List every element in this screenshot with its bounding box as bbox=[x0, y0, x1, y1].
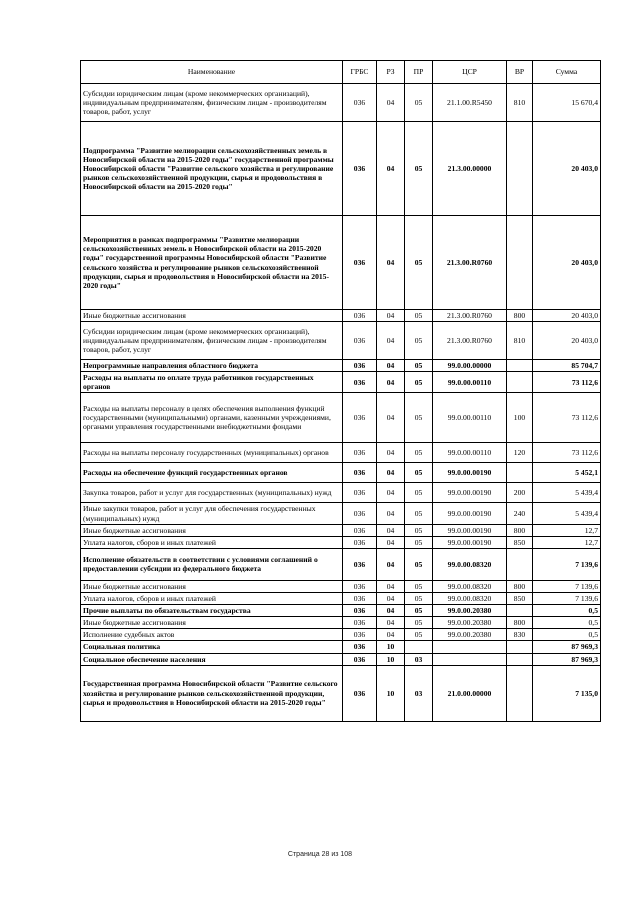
table-row bbox=[81, 653, 601, 665]
cell-sum: 7 139,6 bbox=[533, 580, 601, 592]
cell-csr: 99.0.00.00110 bbox=[433, 443, 507, 463]
cell-vr: 800 bbox=[507, 617, 533, 629]
cell-pr: 05 bbox=[405, 393, 433, 443]
cell-sum: 20 403,0 bbox=[533, 122, 601, 216]
cell-name: Социальное обеспечение населения bbox=[81, 653, 343, 665]
table-row bbox=[81, 463, 601, 483]
page-number: Страница 28 из 108 bbox=[287, 851, 353, 858]
cell-pr: 05 bbox=[405, 629, 433, 641]
cell-grbs: 036 bbox=[343, 322, 377, 360]
cell-sum: 15 670,4 bbox=[533, 84, 601, 122]
table-row bbox=[81, 592, 601, 604]
cell-csr: 99.0.00.00190 bbox=[433, 536, 507, 548]
cell-pr: 05 bbox=[405, 322, 433, 360]
cell-pr: 05 bbox=[405, 605, 433, 617]
cell-vr bbox=[507, 122, 533, 216]
cell-name: Расходы на обеспечение функций государственных органов bbox=[81, 463, 343, 483]
cell-vr bbox=[507, 216, 533, 310]
cell-vr: 810 bbox=[507, 84, 533, 122]
cell-vr bbox=[507, 360, 533, 372]
cell-sum: 7 135,0 bbox=[533, 665, 601, 721]
cell-grbs: 036 bbox=[343, 653, 377, 665]
cell-rz: 10 bbox=[377, 641, 405, 653]
cell-name: Прочие выплаты по обязательствам государства bbox=[81, 605, 343, 617]
budget-table bbox=[80, 60, 601, 722]
table-row bbox=[81, 322, 601, 360]
cell-sum: 85 704,7 bbox=[533, 360, 601, 372]
cell-rz: 04 bbox=[377, 483, 405, 503]
cell-name: Исполнение судебных актов bbox=[81, 629, 343, 641]
cell-grbs: 036 bbox=[343, 548, 377, 580]
cell-sum: 7 139,6 bbox=[533, 592, 601, 604]
cell-grbs: 036 bbox=[343, 310, 377, 322]
cell-csr: 99.0.00.20380 bbox=[433, 605, 507, 617]
cell-name: Мероприятия в рамках подпрограммы "Развитие мелиорации сельскохозяйственных земель в Новосибирской области на 2015-2020 годы" государственной программы Новосибирской области "Развитие сельского хозяйства и регулирование рынков сельскохозяйственной продукции, сырья и продовольствия в Новосибирской области на 2015-2020 годы" bbox=[81, 216, 343, 310]
cell-pr: 05 bbox=[405, 592, 433, 604]
cell-pr: 05 bbox=[405, 372, 433, 393]
cell-pr: 05 bbox=[405, 463, 433, 483]
header-grbs: ГРБС bbox=[343, 61, 377, 84]
cell-csr bbox=[433, 641, 507, 653]
cell-sum: 73 112,6 bbox=[533, 443, 601, 463]
table-row bbox=[81, 360, 601, 372]
cell-csr: 99.0.00.00190 bbox=[433, 524, 507, 536]
cell-grbs: 036 bbox=[343, 483, 377, 503]
cell-csr: 99.0.00.08320 bbox=[433, 548, 507, 580]
cell-vr: 800 bbox=[507, 524, 533, 536]
cell-rz: 04 bbox=[377, 503, 405, 524]
cell-pr: 05 bbox=[405, 122, 433, 216]
cell-rz: 04 bbox=[377, 463, 405, 483]
table-row bbox=[81, 483, 601, 503]
cell-name: Социальная политика bbox=[81, 641, 343, 653]
cell-rz: 04 bbox=[377, 629, 405, 641]
table-row bbox=[81, 503, 601, 524]
cell-csr: 99.0.00.00110 bbox=[433, 393, 507, 443]
cell-name: Уплата налогов, сборов и иных платежей bbox=[81, 536, 343, 548]
cell-pr: 05 bbox=[405, 443, 433, 463]
cell-csr: 99.0.00.20380 bbox=[433, 629, 507, 641]
table-row bbox=[81, 605, 601, 617]
table-row bbox=[81, 617, 601, 629]
cell-grbs: 036 bbox=[343, 503, 377, 524]
header-name: Наименование bbox=[81, 61, 343, 84]
cell-grbs: 036 bbox=[343, 629, 377, 641]
cell-csr: 21.3.00.R0760 bbox=[433, 310, 507, 322]
table-row bbox=[81, 393, 601, 443]
table-row bbox=[81, 372, 601, 393]
cell-csr bbox=[433, 653, 507, 665]
cell-sum: 7 139,6 bbox=[533, 548, 601, 580]
cell-grbs: 036 bbox=[343, 463, 377, 483]
cell-vr: 800 bbox=[507, 580, 533, 592]
table-row bbox=[81, 310, 601, 322]
cell-rz: 04 bbox=[377, 322, 405, 360]
cell-sum: 87 969,3 bbox=[533, 653, 601, 665]
cell-name: Расходы на выплаты персоналу государственных (муниципальных) органов bbox=[81, 443, 343, 463]
cell-grbs: 036 bbox=[343, 360, 377, 372]
cell-rz: 04 bbox=[377, 605, 405, 617]
cell-pr: 05 bbox=[405, 580, 433, 592]
cell-pr: 05 bbox=[405, 548, 433, 580]
table-row bbox=[81, 216, 601, 310]
cell-csr: 99.0.00.08320 bbox=[433, 592, 507, 604]
cell-rz: 04 bbox=[377, 617, 405, 629]
cell-vr bbox=[507, 463, 533, 483]
cell-vr: 850 bbox=[507, 592, 533, 604]
cell-csr: 99.0.00.00000 bbox=[433, 360, 507, 372]
cell-name: Иные закупки товаров, работ и услуг для обеспечения государственных (муниципальных) нужд bbox=[81, 503, 343, 524]
cell-vr bbox=[507, 665, 533, 721]
cell-grbs: 036 bbox=[343, 580, 377, 592]
cell-rz: 04 bbox=[377, 310, 405, 322]
cell-name: Иные бюджетные ассигнования bbox=[81, 617, 343, 629]
table-row bbox=[81, 122, 601, 216]
cell-grbs: 036 bbox=[343, 216, 377, 310]
cell-name: Расходы на выплаты персоналу в целях обеспечения выполнения функций государственными (муниципальными) органами, казенными учреждениями, органами управления государственными внебюджетными фондами bbox=[81, 393, 343, 443]
cell-rz: 04 bbox=[377, 216, 405, 310]
cell-csr: 99.0.00.00190 bbox=[433, 503, 507, 524]
cell-grbs: 036 bbox=[343, 524, 377, 536]
cell-grbs: 036 bbox=[343, 372, 377, 393]
cell-rz: 04 bbox=[377, 393, 405, 443]
cell-pr: 05 bbox=[405, 360, 433, 372]
table-row bbox=[81, 443, 601, 463]
cell-rz: 04 bbox=[377, 84, 405, 122]
table-row bbox=[81, 536, 601, 548]
cell-sum: 20 403,0 bbox=[533, 216, 601, 310]
cell-vr bbox=[507, 653, 533, 665]
cell-sum: 5 452,1 bbox=[533, 463, 601, 483]
cell-rz: 04 bbox=[377, 360, 405, 372]
cell-sum: 73 112,6 bbox=[533, 372, 601, 393]
cell-rz: 04 bbox=[377, 536, 405, 548]
table-header-row bbox=[81, 61, 601, 84]
cell-rz: 04 bbox=[377, 443, 405, 463]
cell-name: Субсидии юридическим лицам (кроме некоммерческих организаций), индивидуальным предпринимателям, физическим лицам - производителям товаров, работ, услуг bbox=[81, 322, 343, 360]
cell-name: Закупка товаров, работ и услуг для государственных (муниципальных) нужд bbox=[81, 483, 343, 503]
cell-pr: 05 bbox=[405, 483, 433, 503]
cell-vr bbox=[507, 372, 533, 393]
cell-pr: 05 bbox=[405, 503, 433, 524]
cell-sum: 0,5 bbox=[533, 617, 601, 629]
cell-name: Иные бюджетные ассигнования bbox=[81, 310, 343, 322]
header-vr: ВР bbox=[507, 61, 533, 84]
cell-pr: 05 bbox=[405, 216, 433, 310]
cell-rz: 10 bbox=[377, 665, 405, 721]
cell-csr: 99.0.00.00190 bbox=[433, 483, 507, 503]
cell-pr: 05 bbox=[405, 524, 433, 536]
cell-sum: 20 403,0 bbox=[533, 310, 601, 322]
cell-name: Иные бюджетные ассигнования bbox=[81, 580, 343, 592]
cell-rz: 04 bbox=[377, 524, 405, 536]
table-row bbox=[81, 524, 601, 536]
cell-grbs: 036 bbox=[343, 84, 377, 122]
cell-name: Расходы на выплаты по оплате труда работников государственных органов bbox=[81, 372, 343, 393]
cell-csr: 99.0.00.00110 bbox=[433, 372, 507, 393]
cell-grbs: 036 bbox=[343, 617, 377, 629]
cell-csr: 99.0.00.20380 bbox=[433, 617, 507, 629]
cell-csr: 99.0.00.00190 bbox=[433, 463, 507, 483]
table-row bbox=[81, 84, 601, 122]
cell-csr: 21.0.00.00000 bbox=[433, 665, 507, 721]
cell-grbs: 036 bbox=[343, 592, 377, 604]
header-rz: РЗ bbox=[377, 61, 405, 84]
cell-vr: 200 bbox=[507, 483, 533, 503]
cell-pr: 05 bbox=[405, 536, 433, 548]
cell-name: Иные бюджетные ассигнования bbox=[81, 524, 343, 536]
cell-vr: 810 bbox=[507, 322, 533, 360]
cell-pr: 05 bbox=[405, 84, 433, 122]
header-csr: ЦСР bbox=[433, 61, 507, 84]
cell-rz: 04 bbox=[377, 372, 405, 393]
cell-name: Исполнение обязательств в соответствии с условиями соглашений о предоставлении субсидии из федерального бюджета bbox=[81, 548, 343, 580]
cell-vr: 100 bbox=[507, 393, 533, 443]
cell-rz: 04 bbox=[377, 580, 405, 592]
cell-rz: 04 bbox=[377, 592, 405, 604]
cell-name: Непрограммные направления областного бюджета bbox=[81, 360, 343, 372]
cell-pr: 03 bbox=[405, 665, 433, 721]
header-sum: Сумма bbox=[533, 61, 601, 84]
cell-sum: 0,5 bbox=[533, 629, 601, 641]
cell-name: Уплата налогов, сборов и иных платежей bbox=[81, 592, 343, 604]
table-row bbox=[81, 665, 601, 721]
cell-vr: 830 bbox=[507, 629, 533, 641]
cell-sum: 12,7 bbox=[533, 536, 601, 548]
cell-sum: 0,5 bbox=[533, 605, 601, 617]
cell-csr: 21.1.00.R5450 bbox=[433, 84, 507, 122]
cell-csr: 21.3.00.R0760 bbox=[433, 322, 507, 360]
cell-csr: 21.3.00.R0760 bbox=[433, 216, 507, 310]
cell-pr: 05 bbox=[405, 310, 433, 322]
cell-grbs: 036 bbox=[343, 605, 377, 617]
cell-grbs: 036 bbox=[343, 122, 377, 216]
cell-vr bbox=[507, 605, 533, 617]
cell-vr: 240 bbox=[507, 503, 533, 524]
cell-name: Подпрограмма "Развитие мелиорации сельскохозяйственных земель в Новосибирской области на 2015-2020 годы" государственной программы Новосибирской области "Развитие сельского хозяйства и регулирование рынков сельскохозяйственной продукции, сырья и продовольствия в Новосибирской области на 2015-2020 годы" bbox=[81, 122, 343, 216]
cell-vr bbox=[507, 641, 533, 653]
cell-rz: 10 bbox=[377, 653, 405, 665]
cell-name: Государственная программа Новосибирской области "Развитие сельского хозяйства и регулирование рынков сельскохозяйственной продукции, сырья и продовольствия в Новосибирской области на 2015-2020 годы" bbox=[81, 665, 343, 721]
cell-vr: 850 bbox=[507, 536, 533, 548]
cell-name: Субсидии юридическим лицам (кроме некоммерческих организаций), индивидуальным предпринимателям, физическим лицам - производителям товаров, работ, услуг bbox=[81, 84, 343, 122]
cell-rz: 04 bbox=[377, 122, 405, 216]
cell-sum: 20 403,0 bbox=[533, 322, 601, 360]
cell-pr: 03 bbox=[405, 653, 433, 665]
cell-grbs: 036 bbox=[343, 443, 377, 463]
cell-sum: 5 439,4 bbox=[533, 503, 601, 524]
table-row bbox=[81, 629, 601, 641]
cell-csr: 99.0.00.08320 bbox=[433, 580, 507, 592]
table-body bbox=[81, 84, 601, 722]
cell-rz: 04 bbox=[377, 548, 405, 580]
cell-csr: 21.3.00.00000 bbox=[433, 122, 507, 216]
cell-sum: 12,7 bbox=[533, 524, 601, 536]
cell-sum: 73 112,6 bbox=[533, 393, 601, 443]
cell-grbs: 036 bbox=[343, 665, 377, 721]
cell-vr bbox=[507, 548, 533, 580]
cell-grbs: 036 bbox=[343, 641, 377, 653]
cell-grbs: 036 bbox=[343, 536, 377, 548]
cell-sum: 5 439,4 bbox=[533, 483, 601, 503]
header-pr: ПР bbox=[405, 61, 433, 84]
cell-pr: 05 bbox=[405, 617, 433, 629]
cell-pr bbox=[405, 641, 433, 653]
cell-sum: 87 969,3 bbox=[533, 641, 601, 653]
cell-vr: 800 bbox=[507, 310, 533, 322]
table-row bbox=[81, 548, 601, 580]
table-row bbox=[81, 641, 601, 653]
table-row bbox=[81, 580, 601, 592]
cell-grbs: 036 bbox=[343, 393, 377, 443]
cell-vr: 120 bbox=[507, 443, 533, 463]
